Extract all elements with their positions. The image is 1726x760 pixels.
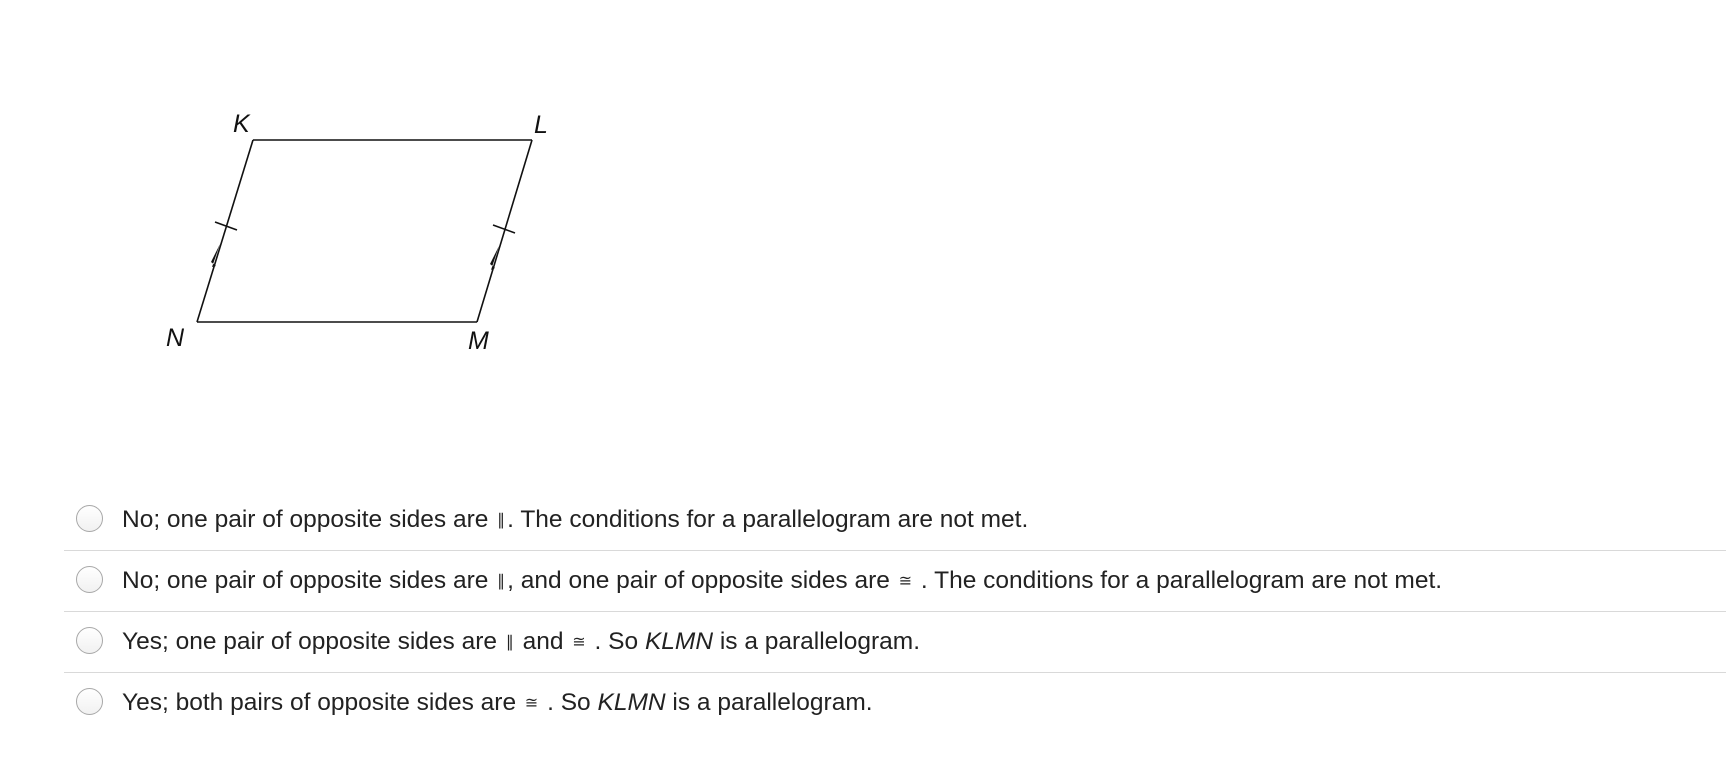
- congruent-symbol: ≅: [524, 695, 539, 712]
- answer-choice-b[interactable]: [64, 551, 1726, 612]
- figure-name: KLMN: [597, 689, 666, 716]
- vertex-label-m: M: [468, 327, 489, 355]
- side-ml: [477, 140, 532, 322]
- side-nk: [197, 140, 253, 322]
- congruent-symbol: ≅: [898, 573, 913, 590]
- answer-choice-text: Yes; one pair of opposite sides are ∥ and ≅ . So KLMN is a parallelogram.: [122, 628, 920, 655]
- vertex-label-l: L: [534, 111, 548, 139]
- congruent-symbol: ≅: [572, 634, 586, 651]
- parallel-symbol: ∥: [505, 634, 514, 651]
- answer-choice-text: Yes; both pairs of opposite sides are ≅ . So KLMN is a parallelogram.: [122, 689, 873, 716]
- radio-button[interactable]: [76, 688, 103, 715]
- vertex-label-k: K: [233, 110, 250, 138]
- parallel-symbol: ∥: [497, 512, 506, 529]
- parallelogram-figure: [0, 0, 620, 380]
- radio-button[interactable]: [76, 566, 103, 593]
- answer-choice-d[interactable]: [64, 673, 1726, 733]
- answer-choice-text: No; one pair of opposite sides are ∥. The conditions for a parallelogram are not met.: [122, 506, 1029, 533]
- answer-choice-text: No; one pair of opposite sides are ∥, and one pair of opposite sides are ≅ . The conditions for a parallelogram are not met.: [122, 567, 1443, 594]
- parallel-symbol: ∥: [497, 573, 506, 590]
- answer-choice-a[interactable]: [64, 490, 1726, 551]
- vertex-label-n: N: [166, 324, 185, 352]
- answer-choices: [64, 490, 1726, 733]
- radio-button[interactable]: [76, 627, 103, 654]
- radio-button[interactable]: [76, 505, 103, 532]
- figure-name: KLMN: [644, 628, 714, 655]
- answer-choice-c[interactable]: [64, 612, 1726, 673]
